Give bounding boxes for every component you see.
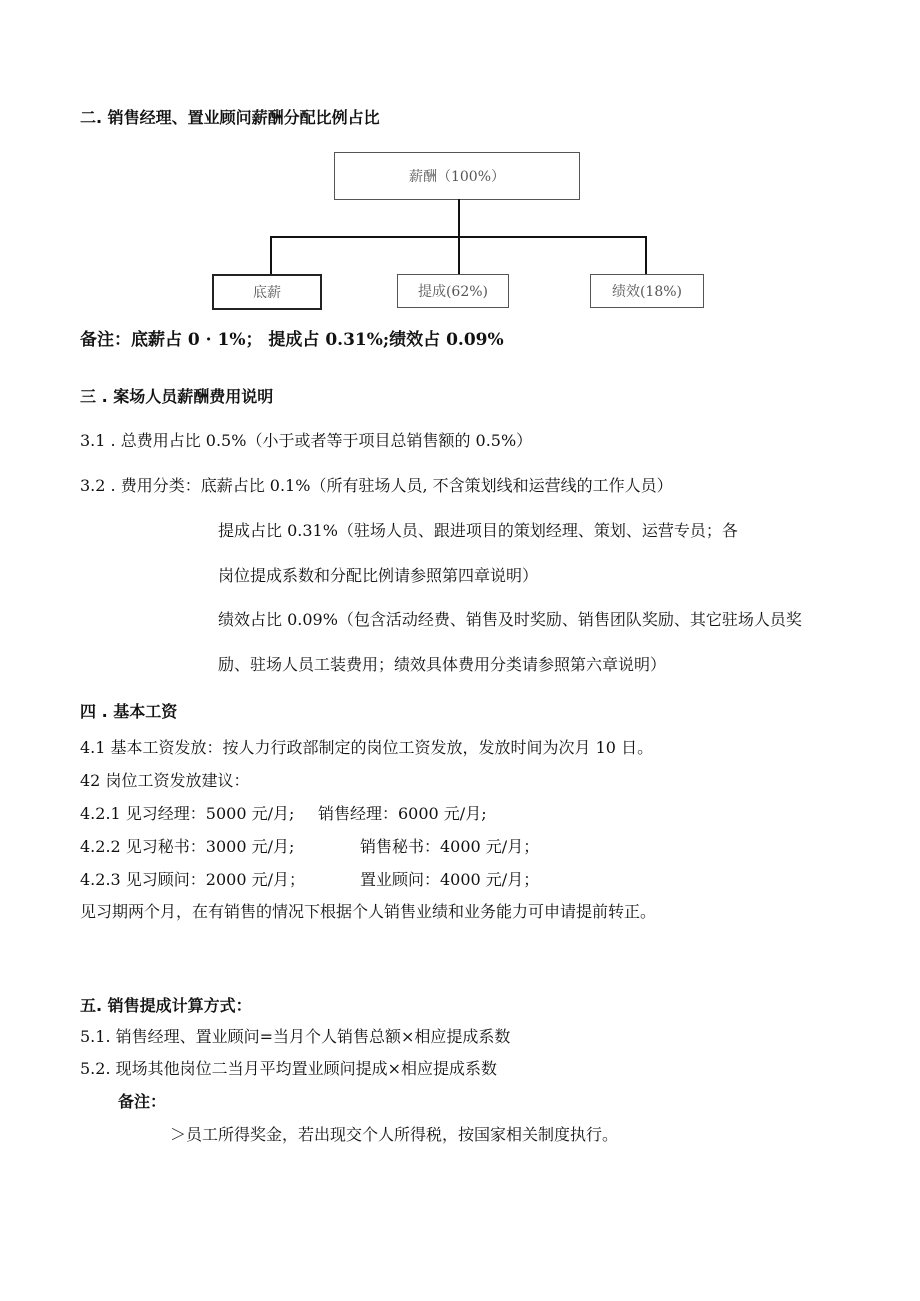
section-4-item-2: 42 岗位工资发放建议： [80,771,250,790]
section-3-item-2-performance: 绩效占比 0.09%（包含活动经费、销售及时奖励、销售团队奖励、其它驻场人员奖 [218,610,802,629]
section-5-item-1: 5.1. 销售经理、置业顾问=当月个人销售总额×相应提成系数 [80,1027,511,1046]
trial-period-note: 见习期两个月，在有销售的情况下根据个人销售业绩和业务能力可申请提前转正。 [80,902,657,921]
salary-row-consultant-b: 置业顾问：4000 元/月； [360,870,540,889]
section-5-heading: 五. 销售提成计算方式： [80,996,252,1015]
chart-connector [270,236,272,274]
section-3-item-2-performance-cont: 励、驻场人员工装费用；绩效具体费用分类请参照第六章说明） [218,655,667,674]
salary-row-manager: 4.2.1 见习经理：5000 元/月; [80,804,295,823]
section-3-item-2-commission: 提成占比 0.31%（驻场人员、跟进项目的策划经理、策划、运营专员；各 [218,521,738,540]
chart-connector [458,236,460,274]
remark-text: ＞员工所得奖金，若出现交个人所得税，按国家相关制度执行。 [170,1125,619,1144]
chart-connector [458,199,460,237]
section-5-item-2: 5.2. 现场其他岗位二当月平均置业顾问提成×相应提成系数 [80,1059,498,1078]
remark-label: 备注： [118,1092,167,1111]
section-2-heading: 二. 销售经理、置业顾问薪酬分配比例占比 [80,108,380,127]
chart-child-label: 底薪 [253,285,281,301]
section-4-heading: 四 . 基本工资 [80,702,178,721]
section-3-item-1: 3.1 . 总费用占比 0.5%（小于或者等于项目总销售额的 0.5%） [80,431,533,450]
chart-child-box [590,274,704,308]
section-3-item-2-commission-cont: 岗位提成系数和分配比例请参照第四章说明） [218,566,539,585]
salary-row-consultant: 4.2.3 见习顾问：2000 元/月； [80,870,305,889]
salary-row-secretary: 4.2.2 见习秘书：3000 元/月; [80,837,295,856]
chart-child-box [212,274,322,310]
chart-root-box [334,152,580,200]
section-2-note: 备注：底薪占 0 · 1%； 提成占 0.31%;绩效占 0.09% [80,330,504,350]
chart-root-label: 薪酬（100%） [408,169,506,185]
chart-child-label: 提成(62%) [417,284,489,300]
chart-child-label: 绩效(18%) [611,284,683,300]
chart-connector [645,236,647,274]
salary-row-secretary-b: 销售秘书：4000 元/月； [360,837,540,856]
chart-child-box [397,274,509,308]
section-3-heading: 三 . 案场人员薪酬费用说明 [80,387,274,406]
section-3-item-2: 3.2 . 费用分类：底薪占比 0.1%（所有驻场人员, 不含策划线和运营线的工作人员） [80,476,673,495]
salary-row-manager-b: 销售经理：6000 元/月; [318,804,487,823]
section-4-item-1: 4.1 基本工资发放：按人力行政部制定的岗位工资发放，发放时间为次月 10 日。 [80,738,654,757]
